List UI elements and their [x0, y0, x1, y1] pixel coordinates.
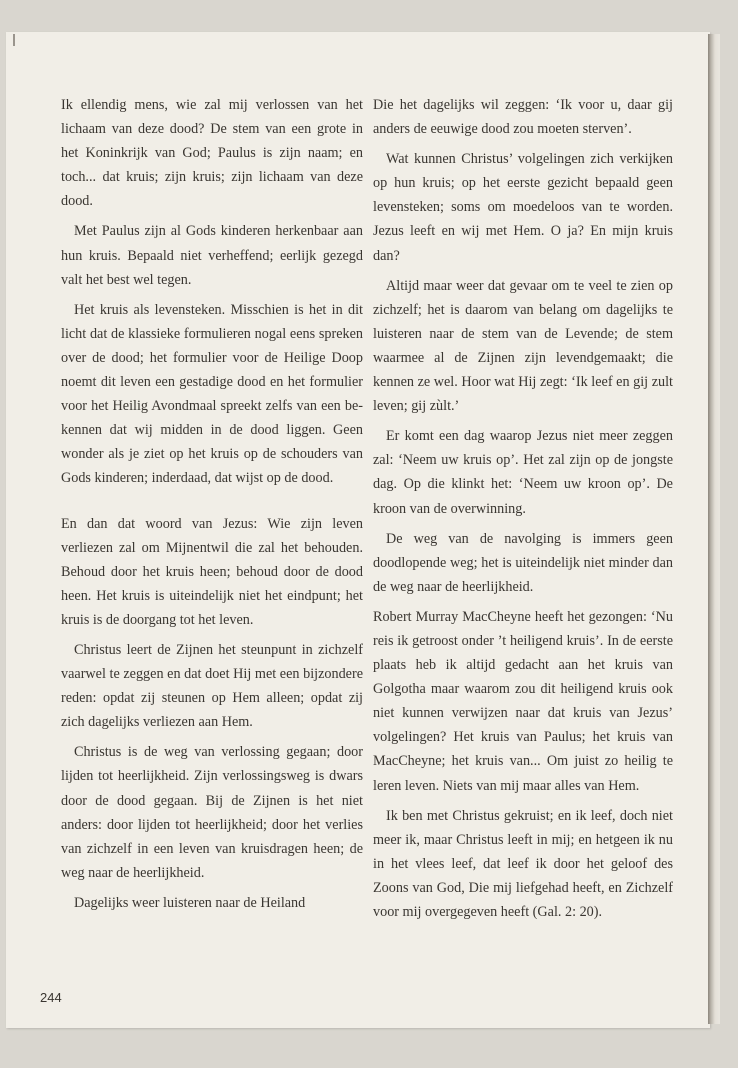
- paragraph: Altijd maar weer dat gevaar om te veel te zien op zichzelf; het is daarom van belang om dagelijks te luisteren naar de stem van de Levende; de stem waarmee al de Zijnen zijn levendgemaakt; die kennen ze wel. Hoor wat Hij zegt: ‘Ik leef en gij zult leven; gij zùlt.’: [373, 277, 673, 415]
- paragraph: Ik ellendig mens, wie zal mij verlossen van het lichaam van deze dood? De stem van een grote in het Koninkrijk van God; Paulus is zijn naam; en toch... dat kruis; zijn kruis; zijn lichaam van deze dood.: [61, 97, 363, 210]
- left-column: [61, 93, 363, 915]
- paragraph: Het kruis als levensteken. Misschien is het in dit licht dat de klassieke formulieren nogal eens spreken over de dood; het formulier voor de Heilige Doop noemt dit leven een gestadige dood en het formulier voor het Heilig Avondmaal spreekt zelfs van een bekennen dat wij midden in de dood liggen. Geen wonder als je ziet op het kruis op de schouders van Gods kinderen; inderdaad, dat wijst op de dood.: [61, 301, 363, 487]
- paragraph: Met Paulus zijn al Gods kinderen herkenbaar aan hun kruis. Bepaald niet verheffend; eerlijk gezegd valt het best wel tegen.: [61, 223, 363, 288]
- paragraph: De weg van de navolging is immers geen doodlopende weg; het is uiteindelijk niet minder dan de weg naar de heerlijkheid.: [373, 530, 673, 595]
- paragraph: Robert Murray MacCheyne heeft het gezongen: ‘Nu reis ik getroost onder ’t heiligend kruis’. In de eerste plaats heb ik altijd gedacht aan het kruis van Golgotha maar waarom zou dit heiligend kruis ook niet kunnen verwijzen naar dat kruis van Jezus’ volgelingen? Het kruis van Paulus; het kruis van MacCheyne; het kruis van... Om juist zo heilig te leren leven. Niets van mij maar alles van Hem.: [373, 608, 673, 794]
- paragraph: Christus leert de Zijnen het steunpunt in zichzelf vaarwel te zeggen en dat doet Hij met een bijzondere reden: opdat zij steunen op Hem alleen; opdat zij zich dagelijks verliezen aan Hem.: [61, 641, 363, 731]
- paragraph: Ik ben met Christus gekruist; en ik leef, doch niet meer ik, maar Christus leeft in mij; en hetgeen ik nu in het vlees leef, dat leef ik door het geloof des Zoons van God, Die mij liefgehad heeft, en Zichzelf voor mij overgegeven heeft (Gal. 2: 20).: [373, 807, 673, 920]
- page-edge: [708, 34, 720, 1024]
- paragraph: Er komt een dag waarop Jezus niet meer zeggen zal: ‘Neem uw kruis op’. Het zal zijn op de jongste dag. Op die klinkt het: ‘Neem uw kroon op’. De kroon van de overwinning.: [373, 428, 673, 517]
- paragraph: En dan dat woord van Jezus: Wie zijn leven verliezen zal om Mijnentwil die zal het behouden. Behoud door het kruis heen; behoud door de dood heen. Het kruis is uiteindelijk niet het eindpunt; het kruis is de doorgang tot het leven.: [61, 515, 363, 628]
- corner-mark: [13, 34, 21, 46]
- right-column: [373, 93, 673, 924]
- paragraph: Wat kunnen Christus’ volgelingen zich verkijken op hun kruis; op het eerste gezicht bepaald geen levensteken; soms om moedeloos van te worden. Jezus leeft en wij met Hem. O ja? En mijn kruis dan?: [373, 151, 673, 264]
- paragraph: Christus is de weg van verlossing gegaan; door lijden tot heerlijkheid. Zijn verlossingsweg is dwars door de dood gegaan. Bij de Zijnen is het niet anders: door lijden tot heerlijkheid; door het verlies van zichzelf in een leven van kruisdragen heen; de weg naar de heerlijkheid.: [61, 744, 363, 881]
- paragraph: Die het dagelijks wil zeggen: ‘Ik voor u, daar gij anders de eeuwige dood zou moeten sterven’.: [373, 97, 673, 138]
- paragraph: Dagelijks weer luisteren naar de Heiland: [74, 894, 306, 911]
- page-number: 244: [40, 990, 62, 1005]
